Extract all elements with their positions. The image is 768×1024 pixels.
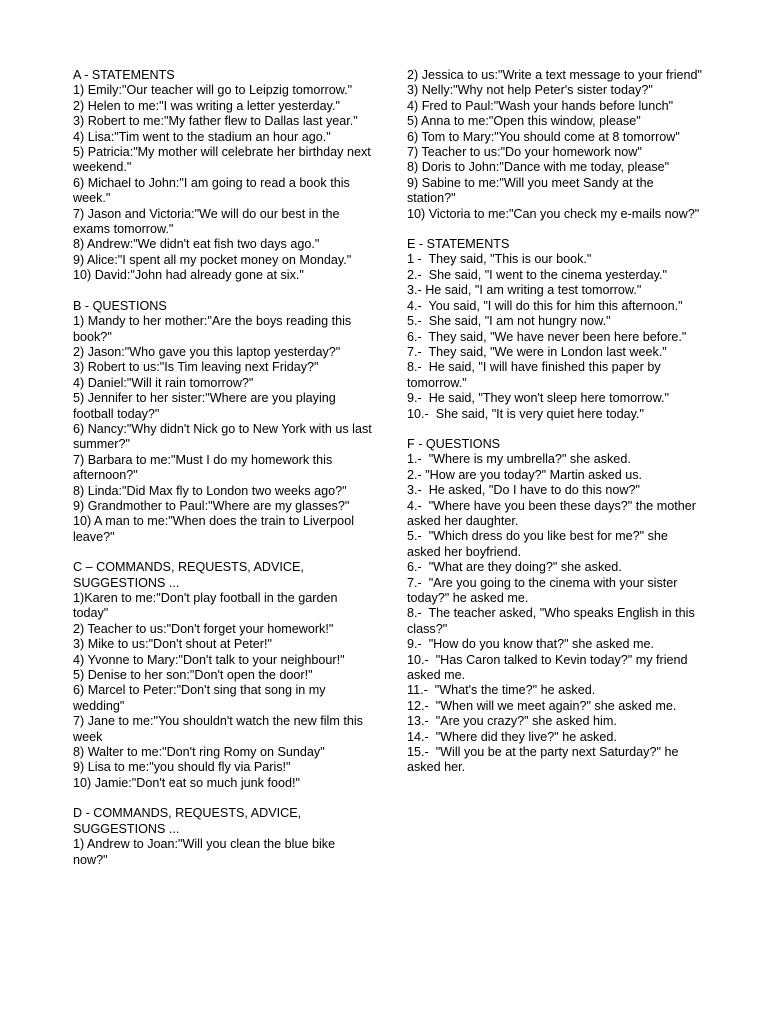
exercise-item: 4) Fred to Paul:"Wash your hands before lunch" <box>407 98 674 113</box>
exercise-item: 13.- "Are you crazy?" she asked him. <box>407 714 617 729</box>
exercise-item: 9) Grandmother to Paul:"Where are my glasses?" <box>73 498 350 513</box>
exercise-item: 6) Nancy:"Why didn't Nick go to New York with us last summer?" <box>73 421 376 452</box>
exercise-item: 6) Tom to Mary:"You should come at 8 tomorrow" <box>407 129 680 144</box>
exercise-item: 10) Victoria to me:"Can you check my e-mails now?" <box>407 206 700 221</box>
exercise-item: 7.- They said, "We were in London last week." <box>407 344 667 359</box>
exercise-item: 5.- She said, "I am not hungry now." <box>407 314 611 329</box>
exercise-item: 2.- "How are you today?" Martin asked us. <box>407 467 643 482</box>
exercise-item: 10) David:"John had already gone at six." <box>73 268 304 283</box>
exercise-section <box>73 298 376 546</box>
exercise-item: 1)Karen to me:"Don't play football in the garden today" <box>73 591 342 621</box>
exercise-item: 12.- "When will we meet again?" she asked me. <box>407 698 677 713</box>
exercise-item: 8) Andrew:"We didn't eat fish two days ago." <box>73 237 320 252</box>
exercise-item: 3) Nelly:"Why not help Peter's sister today?" <box>407 83 653 98</box>
exercise-item: 10.- She said, "It is very quiet here today." <box>407 406 644 421</box>
exercise-item: 7) Teacher to us:"Do your homework now" <box>407 145 642 160</box>
exercise-item: 8.- The teacher asked, "Who speaks English in this class?" <box>407 606 699 636</box>
exercise-item: 4) Yvonne to Mary:"Don't talk to your neighbour!" <box>73 652 345 667</box>
exercise-item: 9.- He said, "They won't sleep here tomorrow." <box>407 391 669 406</box>
section-heading: C – COMMANDS, REQUESTS, ADVICE, SUGGESTIONS ... <box>73 560 308 590</box>
exercise-item: 5) Jennifer to her sister:"Where are you playing football today?" <box>73 391 340 421</box>
exercise-section <box>407 437 703 776</box>
exercise-item: 2) Teacher to us:"Don't forget your homework!" <box>73 621 334 636</box>
exercise-section <box>73 560 373 791</box>
section-heading: A - STATEMENTS <box>73 68 175 82</box>
exercise-item: 1) Emily:"Our teacher will go to Leipzig tomorrow." <box>73 83 353 98</box>
section-heading: F - QUESTIONS <box>407 436 501 451</box>
exercise-item: 1) Andrew to Joan:"Will you clean the blue bike now?" <box>73 837 339 867</box>
exercise-item: 3) Robert to me:"My father flew to Dallas last year." <box>73 114 358 129</box>
exercise-item: 7) Jason and Victoria:"We will do our best in the exams tomorrow." <box>73 206 344 237</box>
exercise-item: 3.- He said, "I am writing a test tomorrow." <box>407 283 642 298</box>
exercise-item: 9) Sabine to me:"Will you meet Sandy at the station?" <box>407 175 658 206</box>
exercise-item: 15.- "Will you be at the party next Saturday?" he asked her. <box>407 745 682 775</box>
exercise-item: 8) Linda:"Did Max fly to London two weeks ago?" <box>73 483 347 498</box>
exercise-item: 4.- "Where have you been these days?" the mother asked her daughter. <box>407 498 700 528</box>
exercise-item: 10) Jamie:"Don't eat so much junk food!" <box>73 775 300 790</box>
exercise-item: 2) Jessica to us:"Write a text message to your friend" <box>407 68 702 82</box>
exercise-item: 7.- "Are you going to the cinema with your sister today?" he asked me. <box>407 575 681 605</box>
exercise-item: 5.- "Which dress do you like best for me?" she asked her boyfriend. <box>407 529 672 559</box>
exercise-item: 14.- "Where did they live?" he asked. <box>407 729 617 744</box>
exercise-item: 7) Jane to me:"You shouldn't watch the new film this week <box>73 714 367 744</box>
left-column <box>73 68 376 883</box>
exercise-item: 2) Helen to me:"I was writing a letter yesterday." <box>73 98 340 113</box>
exercise-section <box>407 237 703 422</box>
exercise-item: 11.- "What's the time?" he asked. <box>407 683 596 698</box>
section-heading: E - STATEMENTS <box>407 237 510 252</box>
exercise-item: 8.- He said, "I will have finished this paper by tomorrow." <box>407 360 665 390</box>
exercise-item: 1) Mandy to her mother:"Are the boys reading this book?" <box>73 314 355 344</box>
exercise-item: 3.- He asked, "Do I have to do this now?" <box>407 483 640 498</box>
exercise-item: 4) Daniel:"Will it rain tomorrow?" <box>73 375 254 390</box>
exercise-item: 1 - They said, "This is our book." <box>407 252 592 267</box>
exercise-item: 6) Michael to John:"I am going to read a book this week." <box>73 175 354 206</box>
exercise-item: 5) Anna to me:"Open this window, please" <box>407 114 641 129</box>
exercise-item: 10) A man to me:"When does the train to Liverpool leave?" <box>73 514 358 544</box>
exercise-item: 3) Robert to us:"Is Tim leaving next Friday?" <box>73 360 319 375</box>
exercise-item: 9) Lisa to me:"you should fly via Paris!" <box>73 760 291 775</box>
exercise-item: 9) Alice:"I spent all my pocket money on Monday." <box>73 252 352 267</box>
exercise-item: 3) Mike to us:"Don't shout at Peter!" <box>73 637 272 652</box>
exercise-item: 6) Marcel to Peter:"Don't sing that song in my wedding" <box>73 683 330 713</box>
exercise-item: 4) Lisa:"Tim went to the stadium an hour ago." <box>73 129 331 144</box>
right-column <box>407 68 703 791</box>
exercise-item: 8) Walter to me:"Don't ring Romy on Sunday" <box>73 745 325 760</box>
exercise-item: 4.- You said, "I will do this for him this afternoon." <box>407 298 683 313</box>
exercise-item: 5) Denise to her son:"Don't open the door!" <box>73 668 313 683</box>
exercise-item: 7) Barbara to me:"Must I do my homework this afternoon?" <box>73 452 336 483</box>
exercise-item: 2) Jason:"Who gave you this laptop yesterday?" <box>73 344 341 359</box>
exercise-section <box>73 806 373 868</box>
exercise-item: 5) Patricia:"My mother will celebrate her birthday next weekend." <box>73 145 375 175</box>
exercise-item: 6.- "What are they doing?" she asked. <box>407 560 622 575</box>
exercise-section <box>407 68 703 222</box>
exercise-section <box>73 68 373 284</box>
exercise-item: 8) Doris to John:"Dance with me today, please" <box>407 160 670 175</box>
exercise-item: 9.- "How do you know that?" she asked me. <box>407 637 654 652</box>
exercise-item: 6.- They said, "We have never been here before." <box>407 329 687 344</box>
exercise-item: 1.- "Where is my umbrella?" she asked. <box>407 452 631 467</box>
exercise-item: 10.- "Has Caron talked to Kevin today?" my friend asked me. <box>407 652 692 683</box>
section-heading: B - QUESTIONS <box>73 298 167 313</box>
section-heading: D - COMMANDS, REQUESTS, ADVICE, SUGGESTIONS ... <box>73 806 305 836</box>
exercise-item: 2.- She said, "I went to the cinema yesterday." <box>407 267 668 282</box>
